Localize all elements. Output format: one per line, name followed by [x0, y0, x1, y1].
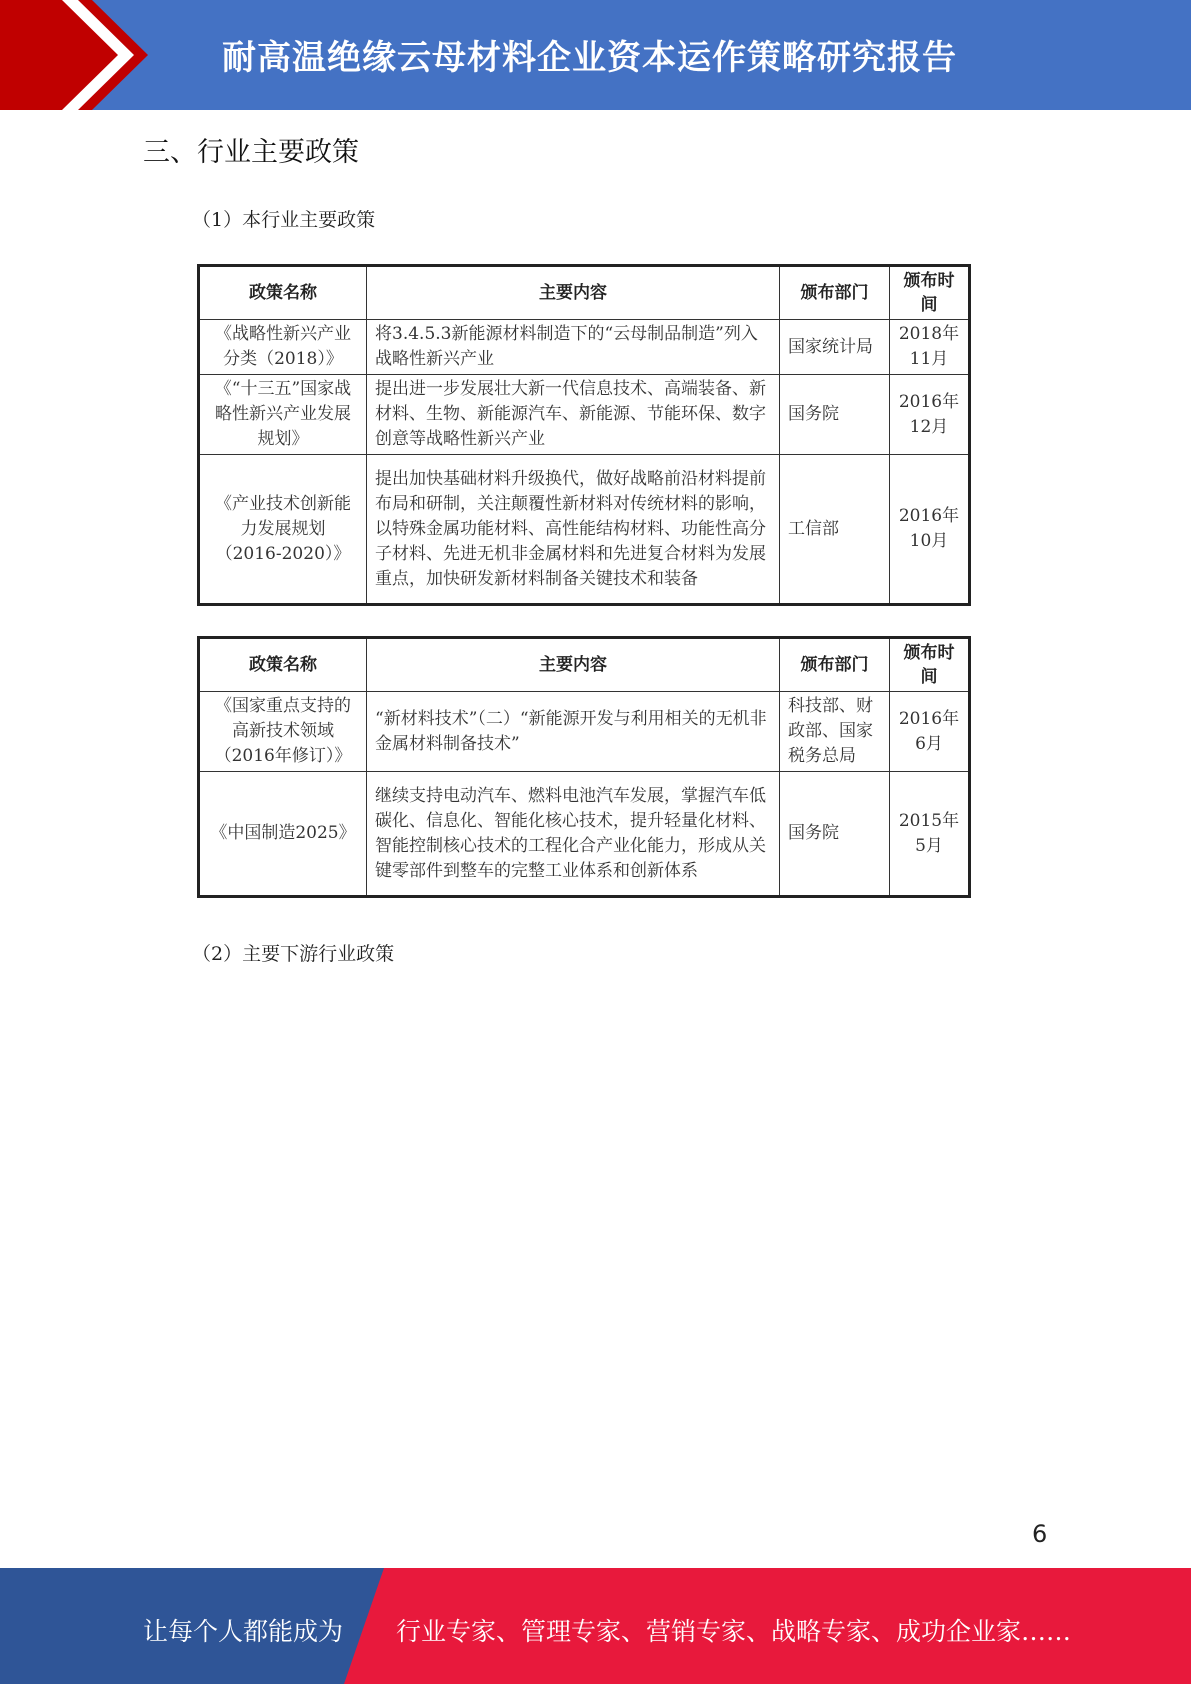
policy-content-cell: 继续支持电动汽车、燃料电池汽车发展，掌握汽车低碳化、信息化、智能化核心技术，提升轻量化材料、智能控制核心技术的工程化合产业化能力，形成从关键零部件到整车的完整工业体系和创新体系 [367, 772, 780, 897]
table-header-row [199, 638, 970, 692]
policy-table-1 [197, 264, 971, 606]
policy-content-cell: 提出加快基础材料升级换代，做好战略前沿材料提前布局和研制，关注颠覆性新材料对传统材料的影响，以特殊金属功能材料、高性能结构材料、功能性高分子材料、先进无机非金属材料和先进复合材料为发展重点，加快研发新材料制备关键技术和装备 [367, 455, 780, 605]
policy-name-cell: 《产业技术创新能力发展规划（2016-2020）》 [199, 455, 367, 605]
policy-content-cell: 将3.4.5.3新能源材料制造下的“云母制品制造”列入战略性新兴产业 [367, 320, 780, 375]
header-department: 颁布部门 [780, 638, 890, 692]
policy-content-cell: “新材料技术”（二）“新能源开发与利用相关的无机非金属材料制备技术” [367, 692, 780, 772]
header-banner [0, 0, 1191, 110]
header-time: 颁布时间 [890, 638, 970, 692]
policy-time-cell: 2018年11月 [890, 320, 970, 375]
table-header-row [199, 266, 970, 320]
footer-slogan-right: 行业专家、管理专家、营销专家、战略专家、成功企业家…… [396, 1617, 1072, 1646]
header-time: 颁布时间 [890, 266, 970, 320]
page-number: 6 [1032, 1520, 1048, 1548]
policy-dept-cell: 科技部、财政部、国家税务总局 [780, 692, 890, 772]
header-policy-name: 政策名称 [199, 638, 367, 692]
table-row [199, 375, 970, 455]
policy-dept-cell: 国家统计局 [780, 320, 890, 375]
subheading-downstream-policy: （2）主要下游行业政策 [192, 943, 395, 965]
table-row [199, 320, 970, 375]
policy-time-cell: 2016年12月 [890, 375, 970, 455]
table-row [199, 772, 970, 897]
table-row [199, 692, 970, 772]
footer-slogan-left: 让每个人都能成为 [143, 1617, 344, 1646]
header-department: 颁布部门 [780, 266, 890, 320]
policy-name-cell: 《战略性新兴产业分类（2018）》 [199, 320, 367, 375]
policy-table-2 [197, 636, 971, 898]
table-row [199, 455, 970, 605]
policy-name-cell: 《国家重点支持的高新技术领域（2016年修订）》 [199, 692, 367, 772]
subheading-industry-policy: （1）本行业主要政策 [192, 209, 376, 231]
report-title: 耐高温绝缘云母材料企业资本运作策略研究报告 [222, 38, 957, 78]
header-main-content: 主要内容 [367, 638, 780, 692]
policy-name-cell: 《“十三五”国家战略性新兴产业发展规划》 [199, 375, 367, 455]
policy-content-cell: 提出进一步发展壮大新一代信息技术、高端装备、新材料、生物、新能源汽车、新能源、节能环保、数字创意等战略性新兴产业 [367, 375, 780, 455]
header-chevron-graphic [0, 0, 150, 110]
policy-dept-cell: 工信部 [780, 455, 890, 605]
header-main-content: 主要内容 [367, 266, 780, 320]
section-title: 三、行业主要政策 [143, 137, 359, 168]
policy-name-cell: 《中国制造2025》 [199, 772, 367, 897]
policy-dept-cell: 国务院 [780, 772, 890, 897]
policy-time-cell: 2015年5月 [890, 772, 970, 897]
policy-time-cell: 2016年10月 [890, 455, 970, 605]
policy-time-cell: 2016年6月 [890, 692, 970, 772]
footer-banner [0, 1568, 1191, 1684]
header-policy-name: 政策名称 [199, 266, 367, 320]
policy-dept-cell: 国务院 [780, 375, 890, 455]
